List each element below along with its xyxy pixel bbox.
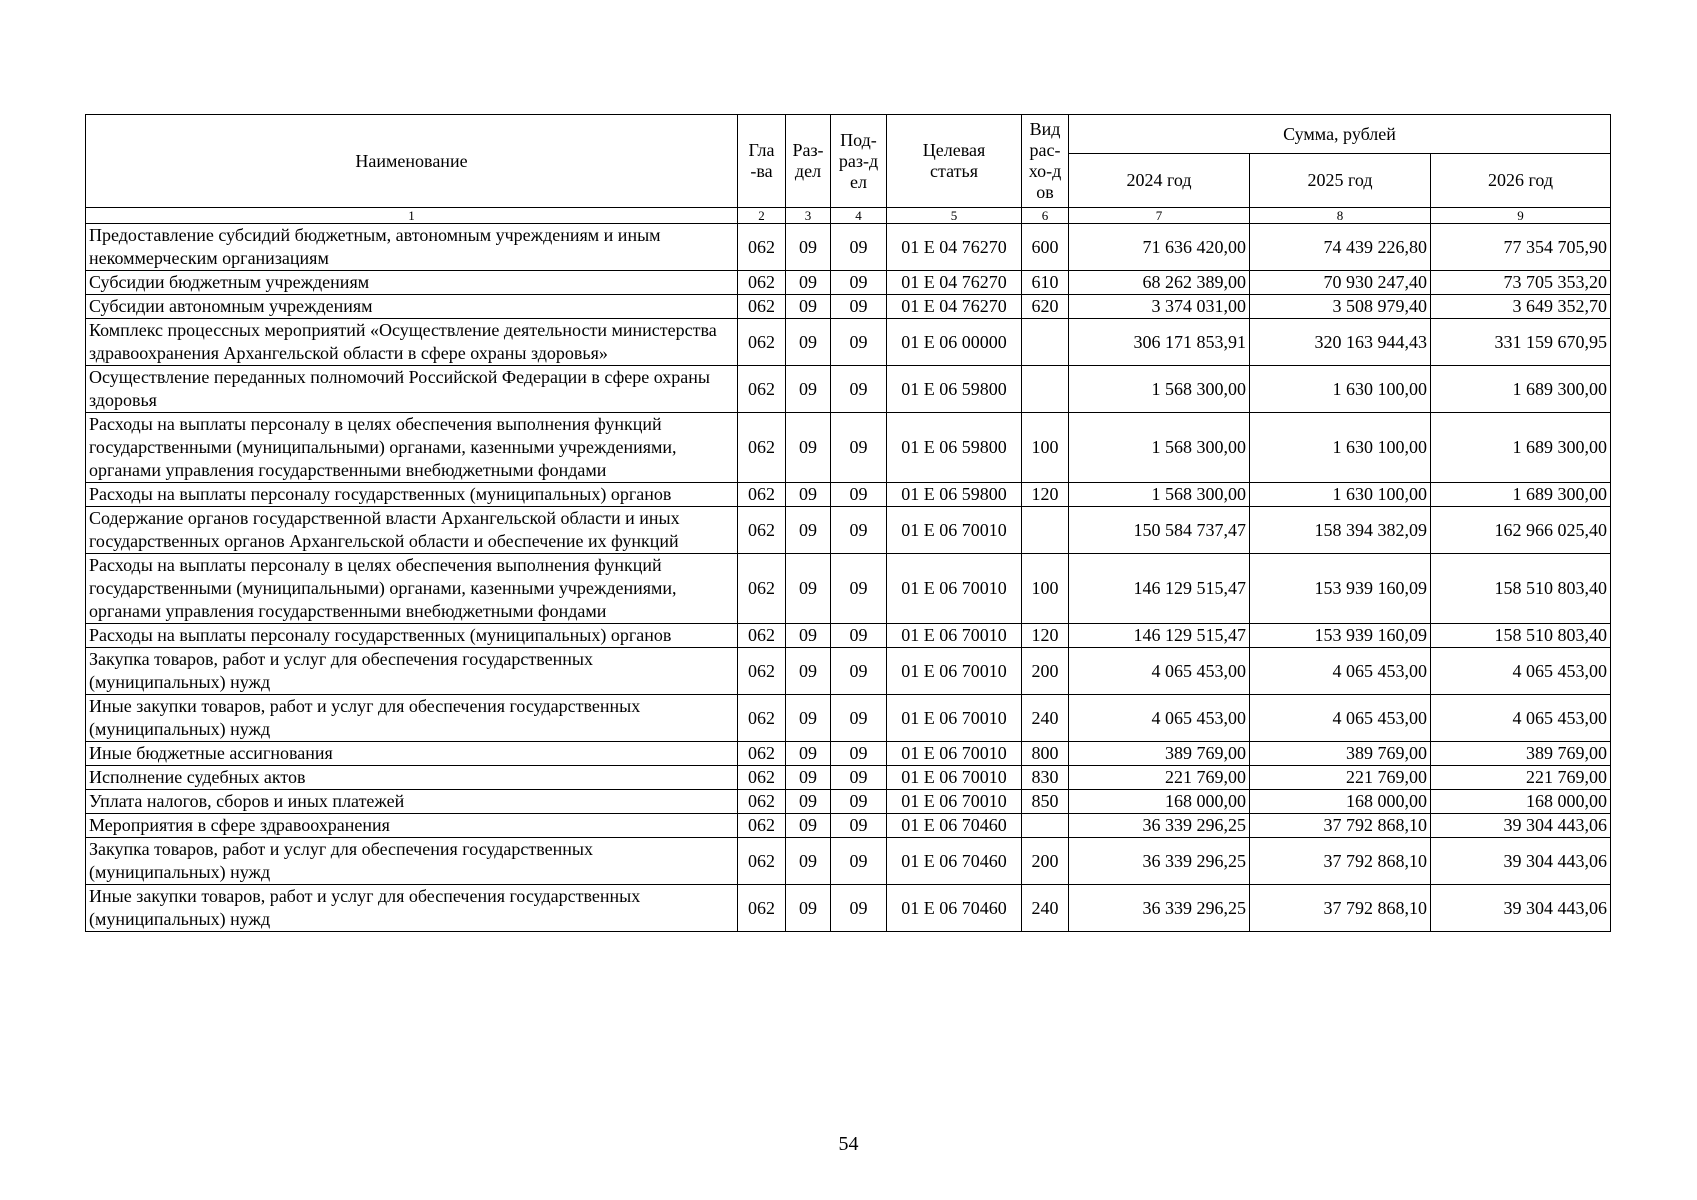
- row-vid: 850: [1022, 790, 1069, 814]
- row-celevaya: 01 Е 06 70010: [887, 790, 1022, 814]
- row-razdel: 09: [786, 742, 831, 766]
- row-razdel: 09: [786, 648, 831, 695]
- row-sum-2025: 37 792 868,10: [1250, 885, 1431, 932]
- table-row: [86, 624, 1611, 648]
- row-name: Исполнение судебных актов: [86, 766, 738, 790]
- row-sum-2024: 4 065 453,00: [1069, 648, 1250, 695]
- table-header: [86, 115, 1611, 224]
- row-glava: 062: [738, 413, 786, 483]
- row-sum-2025: 70 930 247,40: [1250, 271, 1431, 295]
- row-vid: 830: [1022, 766, 1069, 790]
- row-sum-2024: 389 769,00: [1069, 742, 1250, 766]
- row-glava: 062: [738, 790, 786, 814]
- header-summa: Сумма, рублей: [1069, 115, 1611, 154]
- row-podrazdel: 09: [831, 814, 887, 838]
- row-sum-2026: 4 065 453,00: [1431, 648, 1611, 695]
- row-celevaya: 01 Е 06 59800: [887, 366, 1022, 413]
- row-razdel: 09: [786, 507, 831, 554]
- row-podrazdel: 09: [831, 295, 887, 319]
- table-row: [86, 507, 1611, 554]
- row-glava: 062: [738, 554, 786, 624]
- table-row: [86, 814, 1611, 838]
- row-sum-2025: 221 769,00: [1250, 766, 1431, 790]
- row-name: Осуществление переданных полномочий Российской Федерации в сфере охраны здоровья: [86, 366, 738, 413]
- row-name: Расходы на выплаты персоналу государственных (муниципальных) органов: [86, 483, 738, 507]
- row-sum-2024: 146 129 515,47: [1069, 624, 1250, 648]
- row-razdel: 09: [786, 224, 831, 271]
- row-sum-2026: 39 304 443,06: [1431, 885, 1611, 932]
- row-vid: 100: [1022, 554, 1069, 624]
- table-row: [86, 366, 1611, 413]
- column-number: 5: [887, 208, 1022, 224]
- row-razdel: 09: [786, 271, 831, 295]
- row-celevaya: 01 Е 04 76270: [887, 271, 1022, 295]
- row-celevaya: 01 Е 06 70010: [887, 554, 1022, 624]
- table-body: [86, 224, 1611, 932]
- row-sum-2025: 74 439 226,80: [1250, 224, 1431, 271]
- table-row: [86, 766, 1611, 790]
- row-name: Закупка товаров, работ и услуг для обеспечения государственных (муниципальных) нужд: [86, 648, 738, 695]
- header-glava-text: Гла-ва: [748, 140, 775, 181]
- row-razdel: 09: [786, 366, 831, 413]
- row-name: Иные бюджетные ассигнования: [86, 742, 738, 766]
- row-sum-2026: 1 689 300,00: [1431, 483, 1611, 507]
- row-sum-2024: 168 000,00: [1069, 790, 1250, 814]
- row-glava: 062: [738, 695, 786, 742]
- row-razdel: 09: [786, 554, 831, 624]
- row-sum-2026: 168 000,00: [1431, 790, 1611, 814]
- row-vid: 200: [1022, 838, 1069, 885]
- header-podrazdel-text: Под-раз-дел: [838, 129, 879, 192]
- row-razdel: 09: [786, 413, 831, 483]
- row-vid: 120: [1022, 624, 1069, 648]
- row-sum-2024: 71 636 420,00: [1069, 224, 1250, 271]
- row-name: Предоставление субсидий бюджетным, автономным учреждениям и иным некоммерческим организациям: [86, 224, 738, 271]
- column-number: 3: [786, 208, 831, 224]
- header-podrazdel: [831, 115, 887, 208]
- row-podrazdel: 09: [831, 554, 887, 624]
- row-glava: 062: [738, 366, 786, 413]
- row-name: Иные закупки товаров, работ и услуг для обеспечения государственных (муниципальных) нужд: [86, 695, 738, 742]
- row-sum-2025: 1 630 100,00: [1250, 413, 1431, 483]
- row-sum-2024: 1 568 300,00: [1069, 483, 1250, 507]
- row-sum-2026: 3 649 352,70: [1431, 295, 1611, 319]
- row-name: Иные закупки товаров, работ и услуг для обеспечения государственных (муниципальных) нужд: [86, 885, 738, 932]
- row-sum-2026: 158 510 803,40: [1431, 624, 1611, 648]
- row-name: Уплата налогов, сборов и иных платежей: [86, 790, 738, 814]
- header-2024: 2024 год: [1069, 154, 1250, 208]
- table-row: [86, 742, 1611, 766]
- row-sum-2026: 1 689 300,00: [1431, 413, 1611, 483]
- table-row: [86, 413, 1611, 483]
- row-glava: 062: [738, 483, 786, 507]
- row-sum-2024: 1 568 300,00: [1069, 366, 1250, 413]
- row-glava: 062: [738, 507, 786, 554]
- row-celevaya: 01 Е 04 76270: [887, 224, 1022, 271]
- table-row: [86, 295, 1611, 319]
- row-razdel: 09: [786, 814, 831, 838]
- row-razdel: 09: [786, 790, 831, 814]
- row-glava: 062: [738, 885, 786, 932]
- row-glava: 062: [738, 271, 786, 295]
- row-name: Расходы на выплаты персоналу государственных (муниципальных) органов: [86, 624, 738, 648]
- row-celevaya: 01 Е 06 70010: [887, 742, 1022, 766]
- header-celevaya: [887, 115, 1022, 208]
- row-vid: 800: [1022, 742, 1069, 766]
- row-razdel: 09: [786, 483, 831, 507]
- table-row: [86, 271, 1611, 295]
- row-vid: [1022, 507, 1069, 554]
- row-sum-2025: 1 630 100,00: [1250, 483, 1431, 507]
- row-celevaya: 01 Е 06 70010: [887, 648, 1022, 695]
- row-name: Комплекс процессных мероприятий «Осуществление деятельности министерства здравоохранения Архангельской области в сфере охраны здоровья»: [86, 319, 738, 366]
- header-razdel-text: Раз-дел: [792, 140, 824, 181]
- row-sum-2025: 168 000,00: [1250, 790, 1431, 814]
- table-row: [86, 554, 1611, 624]
- row-razdel: 09: [786, 766, 831, 790]
- row-vid: 610: [1022, 271, 1069, 295]
- row-celevaya: 01 Е 06 00000: [887, 319, 1022, 366]
- row-sum-2025: 3 508 979,40: [1250, 295, 1431, 319]
- row-sum-2025: 4 065 453,00: [1250, 648, 1431, 695]
- row-celevaya: 01 Е 06 70010: [887, 766, 1022, 790]
- row-glava: 062: [738, 766, 786, 790]
- row-razdel: 09: [786, 319, 831, 366]
- column-number-row: [86, 208, 1611, 224]
- row-sum-2024: 146 129 515,47: [1069, 554, 1250, 624]
- row-sum-2025: 153 939 160,09: [1250, 554, 1431, 624]
- row-name: Содержание органов государственной власти Архангельской области и иных государственных органов Архангельской области и обеспечение их функций: [86, 507, 738, 554]
- header-celevaya-text: Целевая статья: [922, 140, 986, 181]
- column-number: 8: [1250, 208, 1431, 224]
- table-row: [86, 224, 1611, 271]
- row-podrazdel: 09: [831, 742, 887, 766]
- row-sum-2024: 306 171 853,91: [1069, 319, 1250, 366]
- row-celevaya: 01 Е 06 70010: [887, 695, 1022, 742]
- row-podrazdel: 09: [831, 648, 887, 695]
- row-razdel: 09: [786, 695, 831, 742]
- row-sum-2025: 37 792 868,10: [1250, 814, 1431, 838]
- row-vid: 120: [1022, 483, 1069, 507]
- row-sum-2025: 320 163 944,43: [1250, 319, 1431, 366]
- row-glava: 062: [738, 624, 786, 648]
- column-number: 6: [1022, 208, 1069, 224]
- row-sum-2026: 389 769,00: [1431, 742, 1611, 766]
- row-vid: [1022, 814, 1069, 838]
- row-vid: 200: [1022, 648, 1069, 695]
- table-row: [86, 648, 1611, 695]
- row-glava: 062: [738, 295, 786, 319]
- header-name: Наименование: [86, 115, 738, 208]
- table-row: [86, 790, 1611, 814]
- row-name: Расходы на выплаты персоналу в целях обеспечения выполнения функций государственными (муниципальными) органами, казенными учреждениями, органами управления государственными внебюджетными фондами: [86, 554, 738, 624]
- row-sum-2025: 158 394 382,09: [1250, 507, 1431, 554]
- column-number: 9: [1431, 208, 1611, 224]
- row-podrazdel: 09: [831, 790, 887, 814]
- row-podrazdel: 09: [831, 224, 887, 271]
- column-number: 7: [1069, 208, 1250, 224]
- row-podrazdel: 09: [831, 483, 887, 507]
- row-glava: 062: [738, 838, 786, 885]
- row-podrazdel: 09: [831, 885, 887, 932]
- row-sum-2026: 39 304 443,06: [1431, 838, 1611, 885]
- row-name: Мероприятия в сфере здравоохранения: [86, 814, 738, 838]
- row-podrazdel: 09: [831, 319, 887, 366]
- row-podrazdel: 09: [831, 624, 887, 648]
- row-sum-2024: 150 584 737,47: [1069, 507, 1250, 554]
- row-vid: 240: [1022, 885, 1069, 932]
- table-row: [86, 319, 1611, 366]
- row-podrazdel: 09: [831, 413, 887, 483]
- row-sum-2024: 68 262 389,00: [1069, 271, 1250, 295]
- row-podrazdel: 09: [831, 271, 887, 295]
- row-podrazdel: 09: [831, 366, 887, 413]
- table-row: [86, 885, 1611, 932]
- row-podrazdel: 09: [831, 695, 887, 742]
- header-glava: [738, 115, 786, 208]
- row-name: Расходы на выплаты персоналу в целях обеспечения выполнения функций государственными (муниципальными) органами, казенными учреждениями, органами управления государственными внебюджетными фондами: [86, 413, 738, 483]
- row-sum-2025: 153 939 160,09: [1250, 624, 1431, 648]
- row-sum-2026: 158 510 803,40: [1431, 554, 1611, 624]
- row-sum-2024: 36 339 296,25: [1069, 885, 1250, 932]
- header-razdel: [786, 115, 831, 208]
- row-sum-2026: 221 769,00: [1431, 766, 1611, 790]
- row-sum-2025: 1 630 100,00: [1250, 366, 1431, 413]
- row-glava: 062: [738, 319, 786, 366]
- row-podrazdel: 09: [831, 838, 887, 885]
- row-celevaya: 01 Е 06 70010: [887, 507, 1022, 554]
- row-celevaya: 01 Е 06 70460: [887, 838, 1022, 885]
- column-number: 2: [738, 208, 786, 224]
- row-sum-2026: 1 689 300,00: [1431, 366, 1611, 413]
- row-sum-2024: 4 065 453,00: [1069, 695, 1250, 742]
- row-podrazdel: 09: [831, 766, 887, 790]
- table-row: [86, 838, 1611, 885]
- row-vid: [1022, 366, 1069, 413]
- column-number: 4: [831, 208, 887, 224]
- row-vid: [1022, 319, 1069, 366]
- row-sum-2026: 4 065 453,00: [1431, 695, 1611, 742]
- row-sum-2026: 39 304 443,06: [1431, 814, 1611, 838]
- row-sum-2025: 37 792 868,10: [1250, 838, 1431, 885]
- row-name: Закупка товаров, работ и услуг для обеспечения государственных (муниципальных) нужд: [86, 838, 738, 885]
- header-vid: [1022, 115, 1069, 208]
- row-razdel: 09: [786, 624, 831, 648]
- row-celevaya: 01 Е 06 59800: [887, 483, 1022, 507]
- row-vid: 240: [1022, 695, 1069, 742]
- row-celevaya: 01 Е 06 70010: [887, 624, 1022, 648]
- row-razdel: 09: [786, 295, 831, 319]
- row-sum-2024: 221 769,00: [1069, 766, 1250, 790]
- row-vid: 600: [1022, 224, 1069, 271]
- row-glava: 062: [738, 742, 786, 766]
- row-sum-2025: 389 769,00: [1250, 742, 1431, 766]
- row-sum-2024: 3 374 031,00: [1069, 295, 1250, 319]
- row-glava: 062: [738, 648, 786, 695]
- header-2025: 2025 год: [1250, 154, 1431, 208]
- row-vid: 100: [1022, 413, 1069, 483]
- row-celevaya: 01 Е 06 70460: [887, 885, 1022, 932]
- header-2026: 2026 год: [1431, 154, 1611, 208]
- table-row: [86, 695, 1611, 742]
- row-sum-2024: 36 339 296,25: [1069, 838, 1250, 885]
- row-sum-2024: 36 339 296,25: [1069, 814, 1250, 838]
- row-name: Субсидии автономным учреждениям: [86, 295, 738, 319]
- row-sum-2026: 73 705 353,20: [1431, 271, 1611, 295]
- row-glava: 062: [738, 224, 786, 271]
- row-glava: 062: [738, 814, 786, 838]
- row-sum-2026: 77 354 705,90: [1431, 224, 1611, 271]
- row-celevaya: 01 Е 04 76270: [887, 295, 1022, 319]
- row-celevaya: 01 Е 06 59800: [887, 413, 1022, 483]
- row-name: Субсидии бюджетным учреждениям: [86, 271, 738, 295]
- row-vid: 620: [1022, 295, 1069, 319]
- row-sum-2026: 162 966 025,40: [1431, 507, 1611, 554]
- table-row: [86, 483, 1611, 507]
- column-number: 1: [86, 208, 738, 224]
- row-sum-2025: 4 065 453,00: [1250, 695, 1431, 742]
- row-sum-2024: 1 568 300,00: [1069, 413, 1250, 483]
- row-razdel: 09: [786, 885, 831, 932]
- header-vid-text: Вид рас-хо-дов: [1028, 119, 1062, 202]
- row-podrazdel: 09: [831, 507, 887, 554]
- row-celevaya: 01 Е 06 70460: [887, 814, 1022, 838]
- budget-table: [85, 114, 1611, 932]
- row-razdel: 09: [786, 838, 831, 885]
- page-number: 54: [838, 1133, 859, 1155]
- row-sum-2026: 331 159 670,95: [1431, 319, 1611, 366]
